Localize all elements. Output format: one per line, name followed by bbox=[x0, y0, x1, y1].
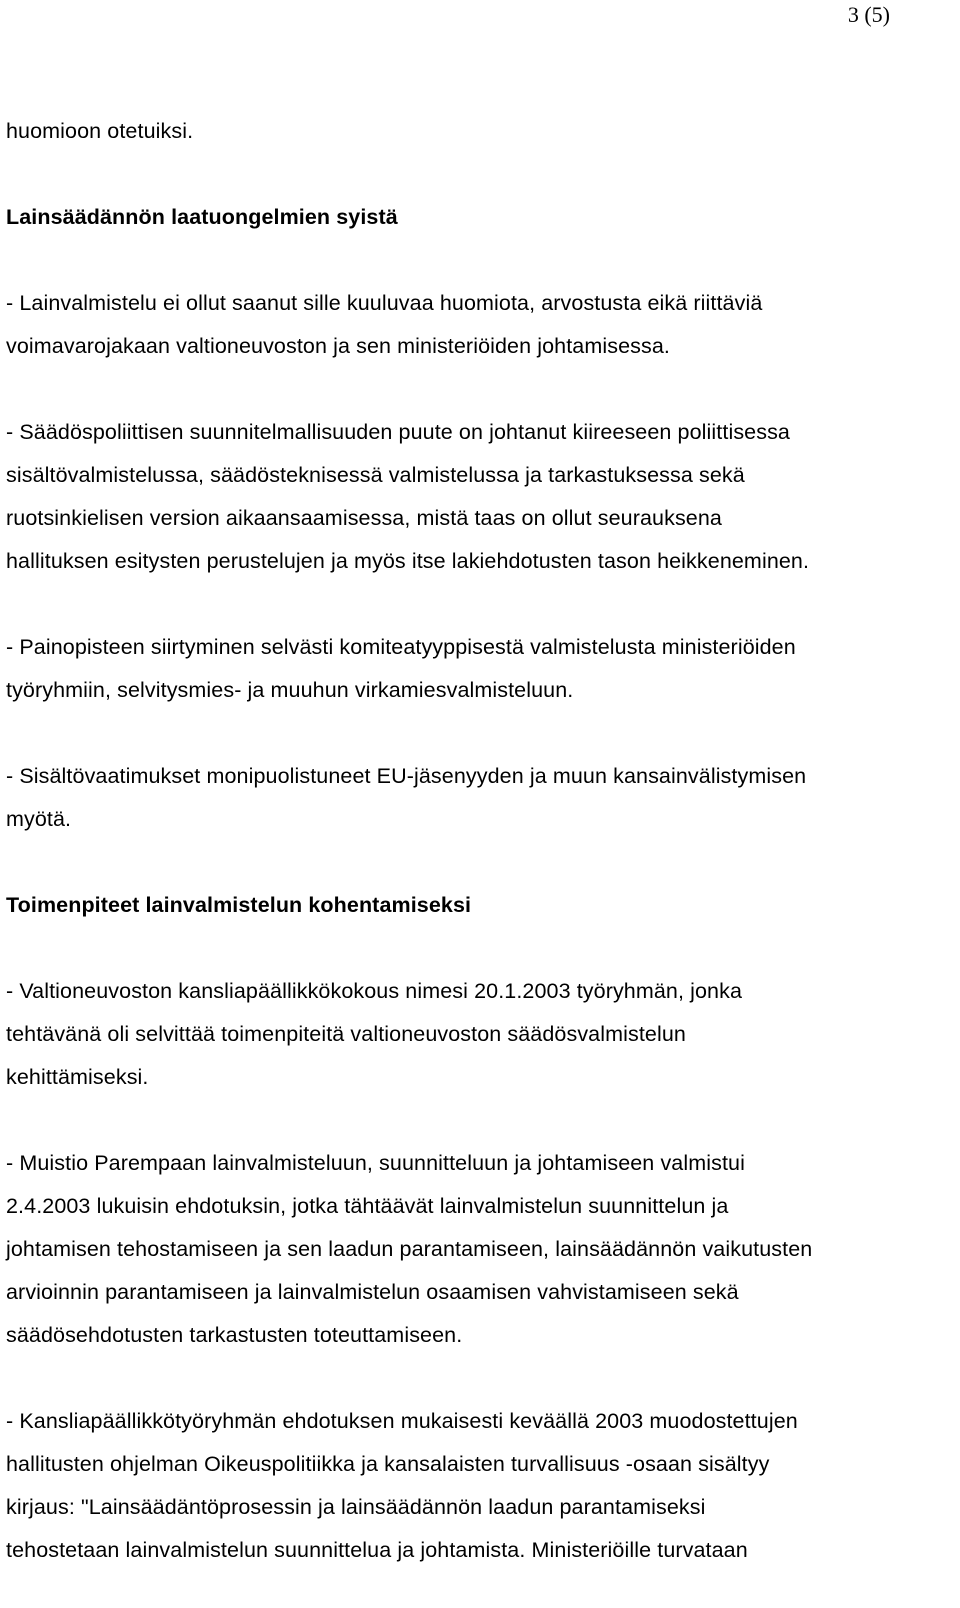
text-line: tehostetaan lainvalmistelun suunnittelua ja johtamista. Ministeriöille turvataan bbox=[6, 1538, 748, 1562]
text-line: hallituksen esitysten perustelujen ja myös itse lakiehdotusten tason heikkeneminen. bbox=[6, 549, 810, 573]
paragraph-gap bbox=[6, 1357, 940, 1400]
text-line: - Sisältövaatimukset monipuolistuneet EU-jäsenyyden ja muun kansainvälistymisen bbox=[6, 764, 807, 788]
bullet-paragraph bbox=[6, 755, 940, 841]
text-line: säädösehdotusten tarkastusten toteuttamiseen. bbox=[6, 1323, 463, 1347]
document-body bbox=[6, 110, 940, 1572]
text-line: - Kansliapäällikkötyöryhmän ehdotuksen mukaisesti keväällä 2003 muodostettujen bbox=[6, 1409, 798, 1433]
bullet-paragraph bbox=[6, 626, 940, 712]
text-line: - Säädöspoliittisen suunnitelmallisuuden puute on johtanut kiireeseen poliittisessa bbox=[6, 420, 790, 444]
bullet-paragraph bbox=[6, 282, 940, 368]
text-line: työryhmiin, selvitysmies- ja muuhun virkamiesvalmisteluun. bbox=[6, 678, 574, 702]
paragraph-gap bbox=[6, 239, 940, 282]
text-line: myötä. bbox=[6, 807, 72, 831]
text-line: - Muistio Parempaan lainvalmisteluun, suunnitteluun ja johtamiseen valmistui bbox=[6, 1151, 745, 1175]
bullet-paragraph bbox=[6, 1400, 940, 1572]
text-line: huomioon otetuiksi. bbox=[6, 119, 194, 143]
page-number: 3 (5) bbox=[847, 2, 890, 27]
paragraph-gap bbox=[6, 841, 940, 884]
text-line: - Painopisteen siirtyminen selvästi komiteatyyppisestä valmistelusta ministeriöiden bbox=[6, 635, 796, 659]
paragraph-gap bbox=[6, 712, 940, 755]
text-line: arvioinnin parantamiseen ja lainvalmistelun osaamisen vahvistamiseen sekä bbox=[6, 1280, 739, 1304]
bullet-paragraph bbox=[6, 1142, 940, 1357]
heading-line: Lainsäädännön laatuongelmien syistä bbox=[6, 205, 398, 229]
text-line: hallitusten ohjelman Oikeuspolitiikka ja kansalaisten turvallisuus -osaan sisältyy bbox=[6, 1452, 770, 1476]
bullet-paragraph bbox=[6, 970, 940, 1099]
paragraph-gap bbox=[6, 153, 940, 196]
text-line: kirjaus: "Lainsäädäntöprosessin ja lainsäädännön laadun parantamiseksi bbox=[6, 1495, 706, 1519]
text-line: voimavarojakaan valtioneuvoston ja sen ministeriöiden johtamisessa. bbox=[6, 334, 670, 358]
section-heading-causes bbox=[6, 196, 940, 239]
paragraph-continuation bbox=[6, 110, 940, 153]
text-line: tehtävänä oli selvittää toimenpiteitä valtioneuvoston säädösvalmistelun bbox=[6, 1022, 686, 1046]
text-line: johtamisen tehostamiseen ja sen laadun parantamiseen, lainsäädännön vaikutusten bbox=[6, 1237, 813, 1261]
text-line: sisältövalmistelussa, säädösteknisessä valmistelussa ja tarkastuksessa sekä bbox=[6, 463, 745, 487]
paragraph-gap bbox=[6, 583, 940, 626]
text-line: ruotsinkielisen version aikaansaamisessa, mistä taas on ollut seurauksena bbox=[6, 506, 722, 530]
paragraph-gap bbox=[6, 1099, 940, 1142]
section-heading-measures bbox=[6, 884, 940, 927]
bullet-paragraph bbox=[6, 411, 940, 583]
paragraph-gap bbox=[6, 927, 940, 970]
text-line: kehittämiseksi. bbox=[6, 1065, 149, 1089]
text-line: 2.4.2003 lukuisin ehdotuksin, jotka tähtäävät lainvalmistelun suunnittelun ja bbox=[6, 1194, 729, 1218]
text-line: - Lainvalmistelu ei ollut saanut sille kuuluvaa huomiota, arvostusta eikä riittäviä bbox=[6, 291, 763, 315]
paragraph-gap bbox=[6, 368, 940, 411]
heading-line: Toimenpiteet lainvalmistelun kohentamiseksi bbox=[6, 893, 472, 917]
text-line: - Valtioneuvoston kansliapäällikkökokous nimesi 20.1.2003 työryhmän, jonka bbox=[6, 979, 743, 1003]
